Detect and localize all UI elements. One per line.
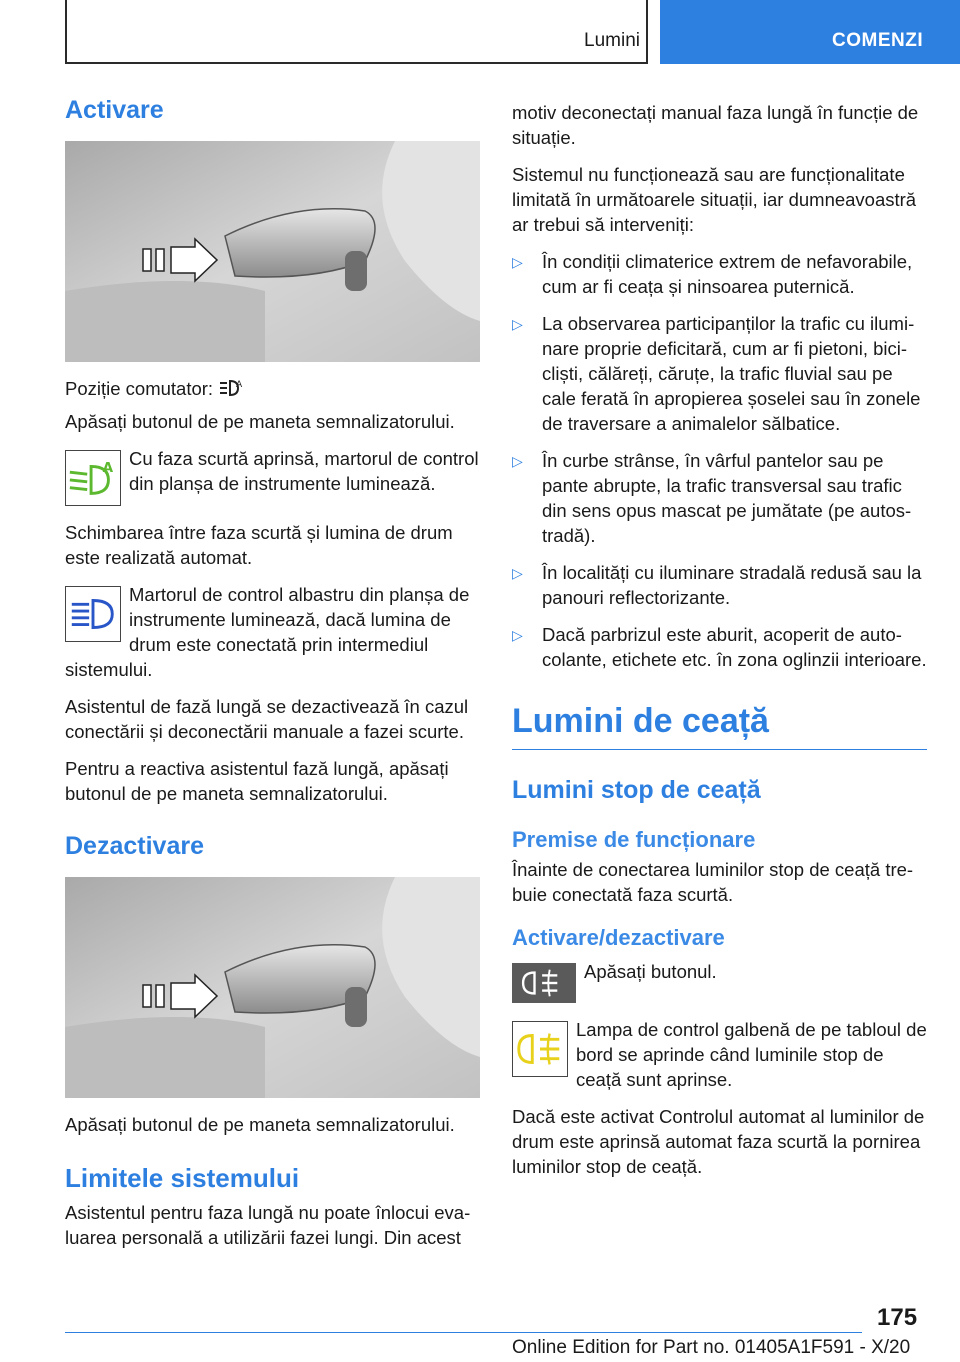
list-item: ▷ La observarea participanților la trafic cu iluminare proprie deficitară, cum ar fi pietoni, bicicliști, călăreți, căruțe, la trafic fluvial sau pe cale ferată în apropierea șoselei sau în zonele de traversare a animalelor sălbatice. (512, 313, 921, 434)
paragraph-prerequisites: Înainte de conectarea luminilor stop de ceață trebuie conectată faza scurtă. (512, 859, 914, 905)
paragraph-reactivate: Pentru a reactiva asistentul fază lungă, apăsați butonul de pe maneta semnalizatorului. (65, 758, 449, 804)
triangle-bullet-icon: ▷ (512, 565, 523, 581)
paragraph-auto-switch: Schimbarea între faza scurtă și lumina de drum este realizată automat. (65, 522, 453, 568)
triangle-bullet-icon: ▷ (512, 254, 523, 270)
triangle-bullet-icon: ▷ (512, 627, 523, 643)
heading-activare: Activare (65, 96, 164, 124)
list-item: ▷ În condiții climaterice extrem de nefavorabile, cum ar fi ceața și ninsoarea puternică. (512, 251, 913, 297)
heading-prerequisites: Premise de funcționare (512, 827, 756, 852)
footer-edition: Online Edition for Part no. 01405A1F591 - X/20 (512, 1337, 911, 1358)
heading-limitele: Limitele sistemului (65, 1163, 300, 1193)
triangle-bullet-icon: ▷ (512, 453, 523, 469)
fog-indicator-block (512, 1017, 927, 1092)
high-beam-indicator-block (65, 582, 480, 682)
fog-indicator-text: Lampa de control galbenă de pe tabloul de bord se aprinde când luminile stop de ceață sunt aprinse. (576, 1019, 927, 1090)
paragraph-auto-headlights: Dacă este activat Controlul automat al luminilor de drum este aprinsă automat faza scurtă la pornirea luminilor stop de ceață. (512, 1106, 925, 1177)
paragraph-limits-continued: motiv deconectați manual faza lungă în funcție de situație. (512, 102, 919, 148)
right-column (512, 100, 927, 1191)
paragraph-press-button: Apăsați butonul de pe maneta semnalizatorului. (65, 411, 455, 432)
list-item: ▷ În curbe strânse, în vârful pantelor sau pe pante abrupte, la trafic transversal sau trafic din sens opus mascat pe jumătate (pe autostradă). (512, 450, 912, 546)
paragraph-press-button-2: Apăsați butonul de pe maneta semnalizatorului. (65, 1114, 455, 1135)
limits-list (512, 249, 927, 672)
low-beam-auto-indicator-icon (65, 450, 121, 506)
list-item: ▷ În localități cu iluminare stradală redusă sau la panouri reflectorizante. (512, 562, 922, 608)
footer-divider (65, 1332, 862, 1333)
low-beam-indicator-block (65, 446, 480, 508)
svg-text:A: A (236, 380, 243, 390)
svg-text:A: A (102, 460, 114, 477)
low-beam-indicator-text: Cu faza scurtă aprinsă, martorul de control din planșa de instrumente luminează. (129, 448, 479, 494)
heading-dezactivare: Dezactivare (65, 832, 204, 860)
paragraph-limits-intro: Asistentul pentru faza lungă nu poate înlocui evaluarea personală a utilizării fazei lungi. Din acest (65, 1202, 471, 1248)
high-beam-indicator-text: Martorul de control albastru din planșa de instrumente luminează, dacă lumina de drum este conectată prin intermediul sistemului. (65, 584, 470, 680)
switch-position-label: Poziție comutator: (65, 378, 214, 399)
auto-high-beam-icon (218, 377, 246, 399)
paragraph-deactivation-manual: Asistentul de fază lungă se dezactivează în cazul conectării și deconectării manuale a fazei scurte. (65, 696, 469, 742)
fog-button-text: Apăsați butonul. (584, 961, 717, 982)
fog-button-block (512, 959, 927, 1005)
fog-light-button-icon (512, 963, 576, 1003)
heading-activate-deactivate: Activare/dezactivare (512, 925, 725, 950)
triangle-bullet-icon: ▷ (512, 316, 523, 332)
left-column (65, 96, 480, 1262)
heading-rear-fog-lights: Lumini stop de ceață (512, 776, 761, 804)
header-chapter-title: COMENZI (832, 30, 924, 51)
turn-signal-lever-photo-1 (65, 141, 480, 362)
page-number: 175 (877, 1304, 918, 1331)
header-section-title: Lumini (584, 30, 640, 51)
high-beam-indicator-icon (65, 586, 121, 642)
list-item: ▷ Dacă parbrizul este aburit, acoperit de autocolante, etichete etc. în zona oglinzii interioare. (512, 624, 927, 670)
header-chapter-tab (660, 0, 960, 64)
fog-light-indicator-icon (512, 1021, 568, 1077)
paragraph-limits-situations: Sistemul nu funcționează sau are funcționalitate limitată în următoarele situații, iar dumneavoastră ar trebui să interveniți: (512, 164, 917, 235)
turn-signal-lever-photo-2 (65, 877, 480, 1098)
chapter-heading-fog-lights: Lumini de ceață (512, 702, 927, 750)
